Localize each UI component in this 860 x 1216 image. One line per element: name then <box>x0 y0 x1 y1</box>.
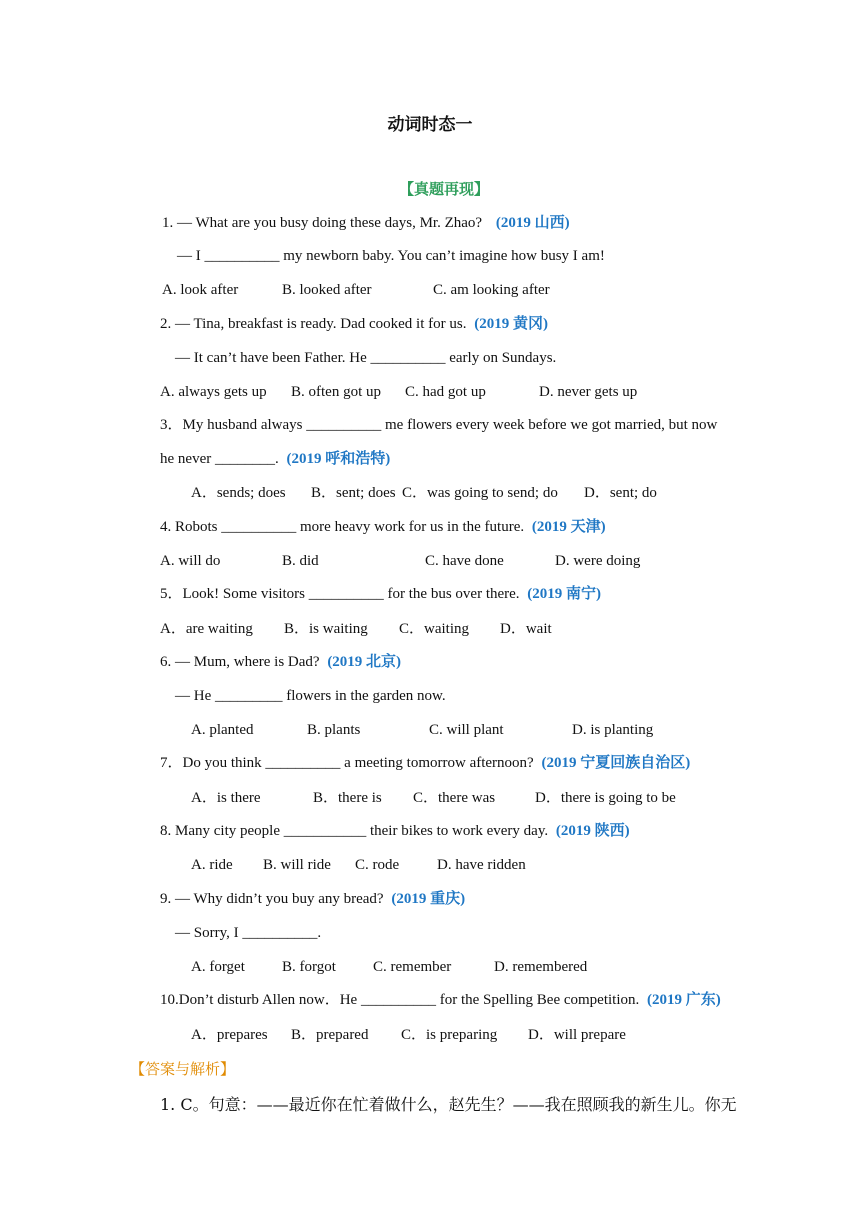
option: D．will prepare <box>528 1027 626 1043</box>
question-text: Look! Some visitors __________ for the bus over there. <box>182 586 520 602</box>
question-text: Do you think __________ a meeting tomorrow afternoon? <box>182 755 534 771</box>
answer-heading: 【答案与解析】 <box>130 1060 236 1078</box>
question-9-line2: — Sorry, I __________. <box>175 925 322 941</box>
option: A. forget <box>191 959 245 975</box>
question-1 <box>162 213 570 233</box>
question-6-line2: — He _________ flowers in the garden now. <box>175 688 446 704</box>
question-10 <box>160 990 721 1010</box>
question-number: 8. <box>160 823 172 839</box>
question-number: 7． <box>160 755 183 771</box>
question-number: 6. <box>160 654 172 670</box>
option: C. have done <box>425 553 504 569</box>
option: D. were doing <box>555 553 641 569</box>
question-text: Don’t disturb Allen now．He __________ for the Spelling Bee competition. <box>178 992 640 1008</box>
option: B. often got up <box>291 384 381 400</box>
question-source: (2019 广东) <box>647 992 721 1008</box>
option: B．sent; does <box>311 485 396 501</box>
option: A. always gets up <box>160 384 267 400</box>
question-5 <box>160 584 601 604</box>
question-1-line2: — I __________ my newborn baby. You can’t imagine how busy I am! <box>177 248 605 264</box>
question-number: 10. <box>160 992 179 1008</box>
option: C. rode <box>355 857 400 873</box>
option: A．is there <box>191 790 261 806</box>
question-source: (2019 北京) <box>327 654 402 670</box>
question-source: (2019 南宁) <box>527 586 602 602</box>
option: C. am looking after <box>433 282 550 298</box>
question-source: (2019 陕西) <box>555 823 630 839</box>
option: A. ride <box>191 857 233 873</box>
question-number: 4. <box>160 519 172 535</box>
question-2 <box>160 314 548 334</box>
option: C. had got up <box>405 384 486 400</box>
question-2-line2: — It can’t have been Father. He __________ early on Sundays. <box>175 350 557 366</box>
question-number: 9. <box>160 891 172 907</box>
option: A．prepares <box>191 1027 268 1043</box>
question-source: (2019 天津) <box>531 519 606 535</box>
option: A．sends; does <box>191 485 286 501</box>
option: B．is waiting <box>284 621 368 637</box>
question-source: (2019 宁夏回族自治区) <box>541 755 691 771</box>
question-text: Many city people ___________ their bikes to work every day. <box>175 823 549 839</box>
question-9 <box>160 889 465 909</box>
option: C. remember <box>373 959 452 975</box>
option: C．was going to send; do <box>402 485 558 501</box>
question-text: he never ________. <box>160 451 279 467</box>
option: A．are waiting <box>160 621 253 637</box>
question-text: — Why didn’t you buy any bread? <box>175 891 384 907</box>
option: A. look after <box>162 282 239 298</box>
option: C. will plant <box>429 722 504 738</box>
question-text: My husband always __________ me flowers every week before we got married, but now <box>182 417 718 433</box>
question-7 <box>160 753 690 773</box>
option: D. have ridden <box>437 857 526 873</box>
option: C．there was <box>413 790 496 806</box>
option: D. is planting <box>572 722 654 738</box>
question-6 <box>160 652 401 672</box>
option: B．there is <box>313 790 382 806</box>
option: C．waiting <box>399 621 469 637</box>
option: D．sent; do <box>584 485 657 501</box>
question-3 <box>160 415 717 435</box>
option: B. plants <box>307 722 361 738</box>
question-text: — Mum, where is Dad? <box>175 654 320 670</box>
question-text: — Tina, breakfast is ready. Dad cooked it for us. <box>175 316 467 332</box>
question-8 <box>160 821 630 841</box>
question-4 <box>160 517 606 537</box>
option: B. will ride <box>263 857 331 873</box>
question-number: 1. <box>162 215 174 231</box>
option: B．prepared <box>291 1027 369 1043</box>
question-source: (2019 重庆) <box>391 891 466 907</box>
question-number: 3． <box>160 417 183 433</box>
question-text: Robots __________ more heavy work for us in the future. <box>175 519 525 535</box>
question-number: 5． <box>160 586 183 602</box>
option: A. will do <box>160 553 221 569</box>
option: D．wait <box>500 621 552 637</box>
question-number: 2. <box>160 316 172 332</box>
option: D．there is going to be <box>535 790 676 806</box>
question-source: (2019 黄冈) <box>474 316 548 332</box>
option: C．is preparing <box>401 1027 498 1043</box>
question-text: — What are you busy doing these days, Mr. Zhao? <box>177 215 483 231</box>
option: D. never gets up <box>539 384 638 400</box>
section-heading: 【真题再现】 <box>398 180 489 198</box>
page-title: 动词时态一 <box>387 115 473 135</box>
question-3-line2 <box>160 449 390 469</box>
option: B. did <box>282 553 319 569</box>
option: D. remembered <box>494 959 588 975</box>
option: B. forgot <box>282 959 336 975</box>
option: B. looked after <box>282 282 372 298</box>
question-source: (2019 呼和浩特) <box>286 451 391 467</box>
question-source: (2019 山西) <box>495 215 570 231</box>
answer-explanation: 1. C。句意：——最近你在忙着做什么，赵先生？——我在照顾我的新生儿。你无 <box>160 1095 737 1114</box>
option: A. planted <box>191 722 254 738</box>
